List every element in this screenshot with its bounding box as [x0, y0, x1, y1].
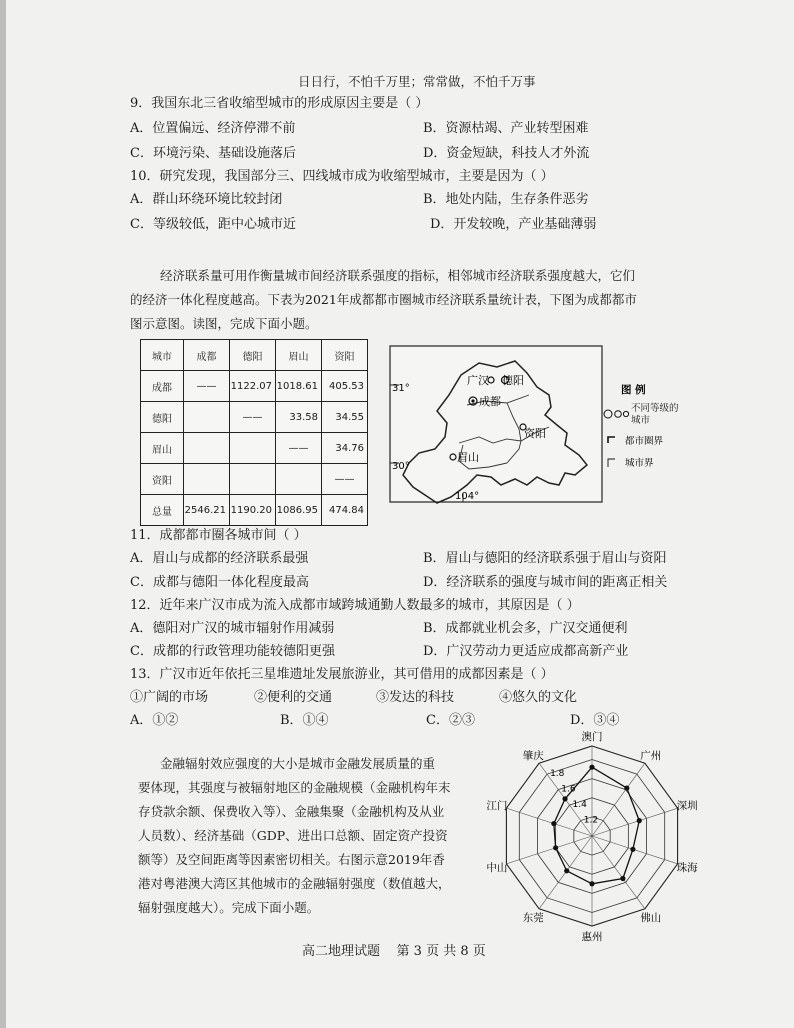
- table-row: [141, 464, 368, 495]
- table-cell: ——: [230, 402, 276, 433]
- table-cell: 德阳: [141, 402, 184, 433]
- q13-item-3: ③发达的科技: [376, 690, 455, 705]
- radar-spoke: [592, 763, 645, 836]
- table-header-cell: 成都: [184, 340, 230, 371]
- table-cell: [230, 464, 276, 495]
- q9-option-a: A．位置偏远、经济停滞不前: [130, 121, 296, 136]
- table-header-cell: 德阳: [230, 340, 276, 371]
- map-frame: [390, 346, 602, 502]
- legend-city-line-icon: [608, 459, 615, 467]
- table-cell: 34.55: [322, 402, 368, 433]
- q10-stem: 10．研究发现，我国部分三、四线城市成为收缩型城市，主要是因为（ ）: [130, 169, 554, 184]
- intro1-line-3: 图示意图。读图，完成下面小题。: [130, 316, 318, 331]
- table-cell: 474.84: [322, 495, 368, 526]
- lat-bottom-label: 30°: [392, 461, 410, 472]
- q13-option-a: A．①②: [130, 713, 179, 728]
- radar-category-label: 中山: [486, 861, 508, 874]
- q13-option-c: C．②③: [426, 713, 475, 728]
- radar-data-point: [624, 785, 629, 790]
- legend-city-label-wrap: [631, 403, 683, 433]
- table-cell: 成都: [141, 371, 184, 402]
- radar-data-point: [589, 881, 594, 886]
- table-cell: [184, 464, 230, 495]
- table-cell: ——: [276, 433, 322, 464]
- intro2-line-5: 额等）及空间距离等因素密切相关。右图示意2019年香: [138, 852, 445, 867]
- city-label-meishan: 眉山: [457, 451, 479, 464]
- radar-data-point: [553, 845, 558, 850]
- legend-title: 图 例: [621, 384, 646, 396]
- q10-option-d: D．开发较晚，产业基础薄弱: [430, 217, 597, 232]
- table-cell: ——: [322, 464, 368, 495]
- legend-city-icon-medium: [615, 411, 622, 418]
- economic-link-table: [140, 339, 368, 526]
- legend-metro-line-icon: [608, 437, 615, 443]
- radar-category-label: 肇庆: [522, 750, 544, 763]
- table-header-cell: 资阳: [322, 340, 368, 371]
- q10-option-c: C．等级较低，距中心城市近: [130, 217, 296, 232]
- header-motto: 日日行，不怕千万里；常常做，不怕千万事: [298, 74, 536, 89]
- q11-option-a: A．眉山与成都的经济联系最强: [130, 551, 309, 566]
- city-label-ziyang: 资阳: [524, 427, 546, 440]
- table-cell: 1018.61: [276, 371, 322, 402]
- q12-option-b: B．成都就业机会多，广汉交通便利: [423, 621, 628, 636]
- q11-option-d: D．经济联系的强度与城市间的距离正相关: [423, 575, 668, 590]
- financial-radiation-radar-chart: [482, 731, 702, 943]
- q9-stem: 9．我国东北三省收缩型城市的形成原因主要是（ ）: [130, 96, 429, 111]
- table-header-row: [141, 340, 368, 371]
- q12-option-c: C．成都的行政管理功能较德阳更强: [130, 644, 335, 659]
- table-cell: [184, 402, 230, 433]
- lat-top-label: 31°: [392, 383, 410, 394]
- q13-option-d: D．③④: [570, 713, 620, 728]
- radar-level-label: 1.4: [572, 800, 587, 811]
- radar-data-point: [551, 821, 556, 826]
- table-cell: 1086.95: [276, 495, 322, 526]
- legend-city-boundary-label: 城市界: [625, 458, 654, 469]
- radar-level-label: 1.2: [583, 815, 599, 826]
- intro2-line-1: 金融辐射效应强度的大小是城市金融发展质量的重: [160, 756, 436, 771]
- q12-stem: 12．近年来广汉市成为流入成都市域跨城通勤人数最多的城市，其原因是（ ）: [130, 598, 580, 613]
- q11-option-b: B．眉山与德阳的经济联系强于眉山与资阳: [423, 551, 667, 566]
- scan-edge: [0, 0, 6, 1028]
- table-cell: [276, 464, 322, 495]
- legend-city-icon-large: [604, 410, 612, 418]
- legend-city-label: 不同等级的城市: [631, 403, 679, 426]
- table-header-cell: 眉山: [276, 340, 322, 371]
- lon-label: 104°: [455, 491, 480, 502]
- city-marker-chengdu-dot: [471, 399, 474, 402]
- table-row: [141, 433, 368, 464]
- q13-item-2: ②便利的交通: [254, 690, 333, 705]
- chengdu-metro-map: [389, 345, 685, 513]
- q9-option-d: D．资金短缺，科技人才外流: [423, 146, 590, 161]
- radar-data-point: [630, 847, 635, 852]
- city-label-chengdu: 成都: [479, 395, 501, 408]
- table-cell: 34.76: [322, 433, 368, 464]
- table-cell: 资阳: [141, 464, 184, 495]
- table-row: [141, 371, 368, 402]
- radar-category-label: 澳门: [581, 731, 603, 743]
- q13-stem: 13．广汉市近年依托三星堆遗址发展旅游业，其可借用的成都因素是（ ）: [130, 667, 554, 682]
- radar-category-label: 江门: [486, 800, 508, 813]
- q10-option-a: A．群山环绕环境比较封闭: [130, 192, 283, 207]
- radar-level-label: 1.6: [561, 784, 576, 795]
- intro2-line-4: 人员数）、经济基础（GDP、进出口总额、固定资产投资: [138, 828, 448, 843]
- q12-option-d: D．广汉劳动力更适应成都高新产业: [423, 644, 629, 659]
- table-cell: 总量: [141, 495, 184, 526]
- radar-data-point: [620, 876, 625, 881]
- table-cell: [184, 433, 230, 464]
- q12-option-a: A．德阳对广汉的城市辐射作用减弱: [130, 621, 335, 636]
- table-cell: 2546.21: [184, 495, 230, 526]
- city-label-deyang: 德阳: [502, 374, 524, 387]
- radar-spoke: [592, 836, 645, 909]
- table-cell: 33.58: [276, 402, 322, 433]
- radar-category-label: 深圳: [676, 800, 698, 813]
- city-label-guanghan: 广汉: [467, 374, 489, 387]
- radar-category-label: 广州: [640, 750, 662, 763]
- q9-option-b: B．资源枯竭、产业转型困难: [423, 121, 589, 136]
- q10-option-b: B．地处内陆，生存条件恶劣: [423, 192, 589, 207]
- radar-data-point: [637, 818, 642, 823]
- legend-city-icon-small: [623, 411, 628, 416]
- intro1-line-1: 经济联系量可用作衡量城市间经济联系强度的指标，相邻城市经济联系强度越大，它们: [160, 268, 636, 283]
- q13-option-b: B．①④: [280, 713, 329, 728]
- table-cell: [230, 433, 276, 464]
- radar-category-label: 惠州: [581, 931, 603, 943]
- table-header-cell: 城市: [141, 340, 184, 371]
- q13-item-4: ④悠久的文化: [499, 690, 578, 705]
- intro2-line-3: 存贷款余额、保费收入等）、金融集聚（金融机构及从业: [138, 804, 445, 819]
- radar-category-label: 东莞: [522, 911, 544, 924]
- table-cell: 1190.20: [230, 495, 276, 526]
- radar-level-label: 1.8: [550, 769, 565, 780]
- table-row: [141, 495, 368, 526]
- intro1-line-2: 的经济一体化程度越高。下表为2021年成都都市圈城市经济联系量统计表，下图为成都都市: [130, 292, 637, 307]
- table-row: [141, 402, 368, 433]
- q11-option-c: C．成都与德阳一体化程度最高: [130, 575, 309, 590]
- q11-stem: 11．成都都市圈各城市间（ ）: [130, 528, 307, 543]
- radar-data-point: [564, 868, 569, 873]
- radar-data-point: [562, 796, 567, 801]
- radar-data-point: [589, 765, 594, 770]
- table-cell: 405.53: [322, 371, 368, 402]
- q9-option-c: C．环境污染、基础设施落后: [130, 146, 296, 161]
- page-footer: 高二地理试题 第 3 页 共 8 页: [302, 944, 486, 959]
- intro2-line-6: 港对粤港澳大湾区其他城市的金融辐射强度（数值越大，: [138, 876, 451, 891]
- radar-category-label: 佛山: [640, 911, 662, 924]
- table-cell: 1122.07: [230, 371, 276, 402]
- radar-category-label: 珠海: [676, 861, 698, 874]
- legend-metro-label: 都市圈界: [625, 436, 664, 447]
- table-cell: ——: [184, 371, 230, 402]
- intro2-line-7: 辐射强度越大）。完成下面小题。: [138, 900, 320, 915]
- q13-item-1: ①广阔的市场: [130, 690, 209, 705]
- table-cell: 眉山: [141, 433, 184, 464]
- intro2-line-2: 要体现，其强度与被辐射地区的金融规模（金融机构年末: [138, 780, 451, 795]
